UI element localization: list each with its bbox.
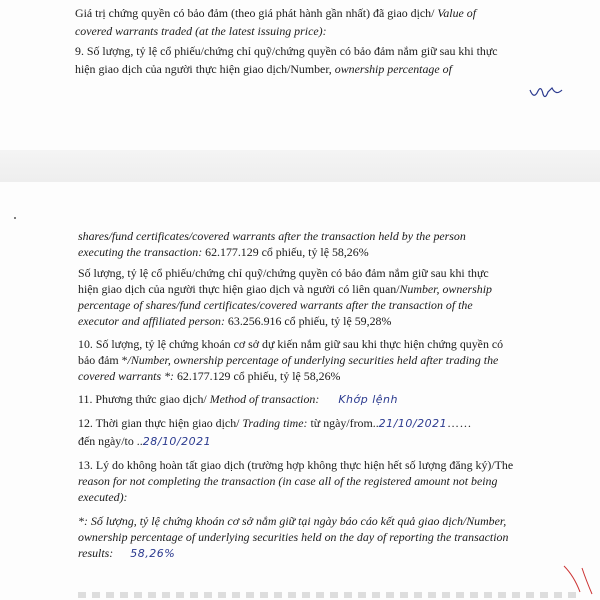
cut-off-next-line xyxy=(78,592,578,598)
initials-signature xyxy=(528,82,568,104)
warrant-value-line-1: Giá trị chứng quyền có bảo đảm (theo giá phát hành gần nhất) đã giao dịch/ Value of xyxy=(75,6,477,20)
footnote-line-3: results: 58,26% xyxy=(78,546,176,560)
affiliated-holding-line-2: hiện giao dịch của người thực hiện giao dịch và người có liên quan/Number, ownership xyxy=(78,282,492,296)
section-12-line-2: đến ngày/to ..28/10/2021 xyxy=(78,434,212,448)
section-13-line-1: 13. Lý do không hoàn tất giao dịch (trường hợp không thực hiện hết số lượng đăng ký)/The xyxy=(78,458,514,472)
section-10-line-3: covered warrants *: 62.177.129 cổ phiếu, tỷ lệ 58,26% xyxy=(78,369,341,383)
section-9-line-2: hiện giao dịch của người thực hiện giao dịch/Number, ownership percentage of xyxy=(75,62,452,76)
holding-after-line-1: shares/fund certificates/covered warrants after the transaction held by the person xyxy=(78,229,466,243)
document-page-top xyxy=(0,0,600,150)
section-10-line-1: 10. Số lượng, tỷ lệ chứng khoán cơ sở dự kiến nắm giữ sau khi thực hiện chứng quyền có xyxy=(78,337,504,351)
warrant-value-line-2: covered warrants traded (at the latest issuing price): xyxy=(75,24,327,38)
section-13-line-3: executed): xyxy=(78,490,128,504)
handwritten-from-date: 21/10/2021 xyxy=(378,417,448,430)
affiliated-holding-line-4: executor and affiliated person: 63.256.916 cổ phiếu, tỷ lệ 59,28% xyxy=(78,314,392,328)
holding-after-line-2: executing the transaction: 62.177.129 cổ phiếu, tỷ lệ 58,26% xyxy=(78,245,369,259)
speck-mark xyxy=(14,217,16,219)
footnote-line-1: *: Số lượng, tỷ lệ chứng khoán cơ sở nắm giữ tại ngày báo cáo kết quả giao dịch/Number, xyxy=(78,514,507,528)
document-page-bottom xyxy=(0,182,600,600)
page-separator xyxy=(0,150,600,182)
handwritten-method: Khớp lệnh xyxy=(338,393,398,406)
section-10-line-2: bảo đảm */Number, ownership percentage of underlying securities held after trading the xyxy=(78,353,499,367)
section-13-line-2: reason for not completing the transaction (in case all of the registered amount not being xyxy=(78,474,498,488)
footnote-line-2: ownership percentage of underlying securities held on the day of reporting the transaction xyxy=(78,530,509,544)
section-9-line-1: 9. Số lượng, tỷ lệ cổ phiếu/chứng chỉ quỹ/chứng quyền có bảo đảm nắm giữ sau khi thực xyxy=(75,44,498,58)
handwritten-to-date: 28/10/2021 xyxy=(142,435,212,448)
section-12-line-1: 12. Thời gian thực hiện giao dịch/ Trading time: từ ngày/from..21/10/2021…… xyxy=(78,416,472,430)
handwritten-percentage: 58,26% xyxy=(130,547,176,560)
affiliated-holding-line-3: percentage of shares/fund certificates/covered warrants after the transaction of the xyxy=(78,298,473,312)
affiliated-holding-line-1: Số lượng, tỷ lệ cổ phiếu/chứng chỉ quỹ/chứng quyền có bảo đảm nắm giữ sau khi thực xyxy=(78,266,489,280)
section-11-line: 11. Phương thức giao dịch/ Method of transaction: Khớp lệnh xyxy=(78,392,398,406)
